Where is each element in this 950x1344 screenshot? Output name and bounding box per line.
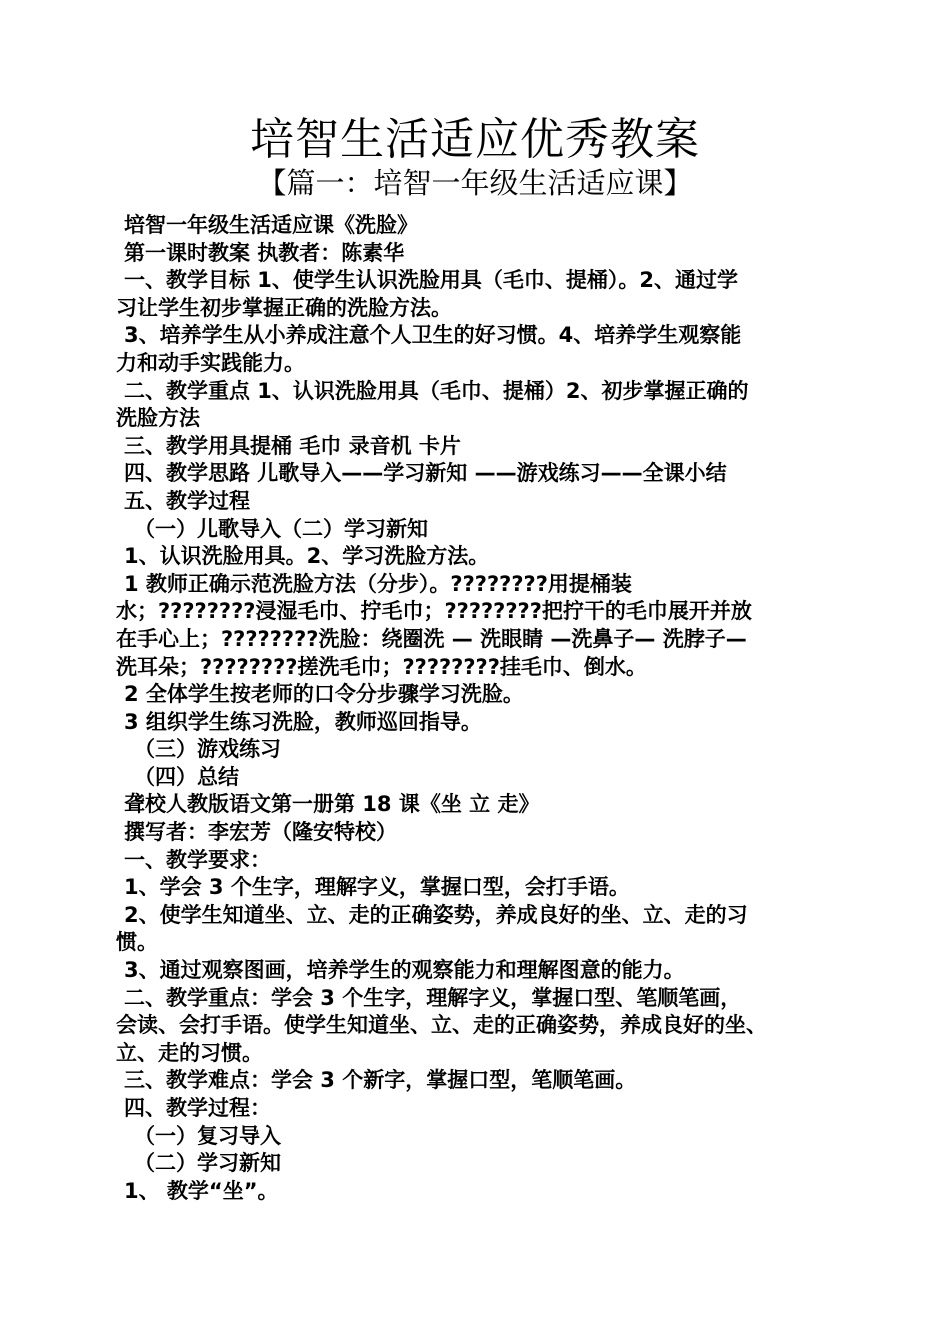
body-line: 三、教学用具提桶 毛巾 录音机 卡片 bbox=[124, 433, 461, 458]
body-line: 力和动手实践能力。 bbox=[116, 350, 305, 375]
document-body bbox=[116, 212, 850, 1205]
body-line: 会读、会打手语。使学生知道坐、立、走的正确姿势，养成良好的坐、 bbox=[116, 1013, 767, 1038]
body-line: （一）复习导入 bbox=[134, 1123, 281, 1148]
body-line: 三、教学难点：学会 3 个新字，掌握口型，笔顺笔画。 bbox=[124, 1068, 637, 1093]
body-line: （一）儿歌导入（二）学习新知 bbox=[134, 516, 428, 541]
body-line: 四、教学思路 儿歌导入——学习新知 ——游戏练习——全课小结 bbox=[124, 461, 727, 486]
body-line: 撰写者：李宏芳（隆安特校） bbox=[124, 820, 397, 845]
body-line: 1 教师正确示范洗脸方法（分步）。????????用提桶装 bbox=[124, 571, 632, 596]
body-line: 培智一年级生活适应课《洗脸》 bbox=[124, 213, 418, 237]
body-line: 四、教学过程： bbox=[124, 1096, 271, 1120]
body-line: 在手心上；????????洗脸：绕圈洗 — 洗眼睛 —洗鼻子— 洗脖子— bbox=[116, 626, 747, 651]
body-line: 一、教学目标 1、使学生认识洗脸用具（毛巾、提桶）。2、通过学 bbox=[124, 268, 739, 293]
body-line: 五、教学过程 bbox=[124, 488, 250, 513]
body-line: 洗耳朵；????????搓洗毛巾；????????挂毛巾、倒水。 bbox=[116, 654, 647, 679]
body-line: （三）游戏练习 bbox=[134, 737, 281, 762]
body-line: 一、教学要求： bbox=[124, 847, 271, 872]
body-line: 惯。 bbox=[116, 930, 158, 955]
body-line: 二、教学重点 1、认识洗脸用具（毛巾、提桶）2、初步掌握正确的 bbox=[124, 378, 749, 403]
body-line: 第一课时教案 执教者：陈素华 bbox=[124, 240, 405, 265]
body-line: 二、教学重点：学会 3 个生字，理解字义，掌握口型、笔顺笔画， bbox=[124, 985, 742, 1010]
body-line: 3 组织学生练习洗脸，教师巡回指导。 bbox=[124, 709, 482, 734]
body-line: 1、学会 3 个生字，理解字义，掌握口型，会打手语。 bbox=[124, 875, 630, 900]
body-line: （四）总结 bbox=[134, 764, 239, 789]
body-line: 2 全体学生按老师的口令分步骤学习洗脸。 bbox=[124, 682, 524, 707]
body-line: 3、培养学生从小养成注意个人卫生的好习惯。4、培养学生观察能 bbox=[124, 323, 742, 348]
body-line: 2、使学生知道坐、立、走的正确姿势，养成良好的坐、立、走的习 bbox=[124, 902, 748, 927]
body-line: 立、走的习惯。 bbox=[116, 1040, 263, 1065]
body-line: 1、 教学“坐”。 bbox=[124, 1178, 279, 1203]
body-line: 聋校人教版语文第一册第 18 课《坐 立 走》 bbox=[124, 792, 540, 817]
body-line: 3、通过观察图画，培养学生的观察能力和理解图意的能力。 bbox=[124, 958, 685, 983]
document-subtitle: 【篇一：培智一年级生活适应课】 bbox=[257, 166, 693, 200]
body-line: （二）学习新知 bbox=[134, 1151, 281, 1176]
body-line: 洗脸方法 bbox=[116, 406, 200, 431]
body-line: 习让学生初步掌握正确的洗脸方法。 bbox=[116, 295, 452, 320]
body-line: 水；????????浸湿毛巾、拧毛巾；????????把拧干的毛巾展开并放 bbox=[116, 599, 752, 624]
body-line: 1、认识洗脸用具。2、学习洗脸方法。 bbox=[124, 544, 490, 569]
document-title: 培智生活适应优秀教案 bbox=[250, 114, 700, 165]
